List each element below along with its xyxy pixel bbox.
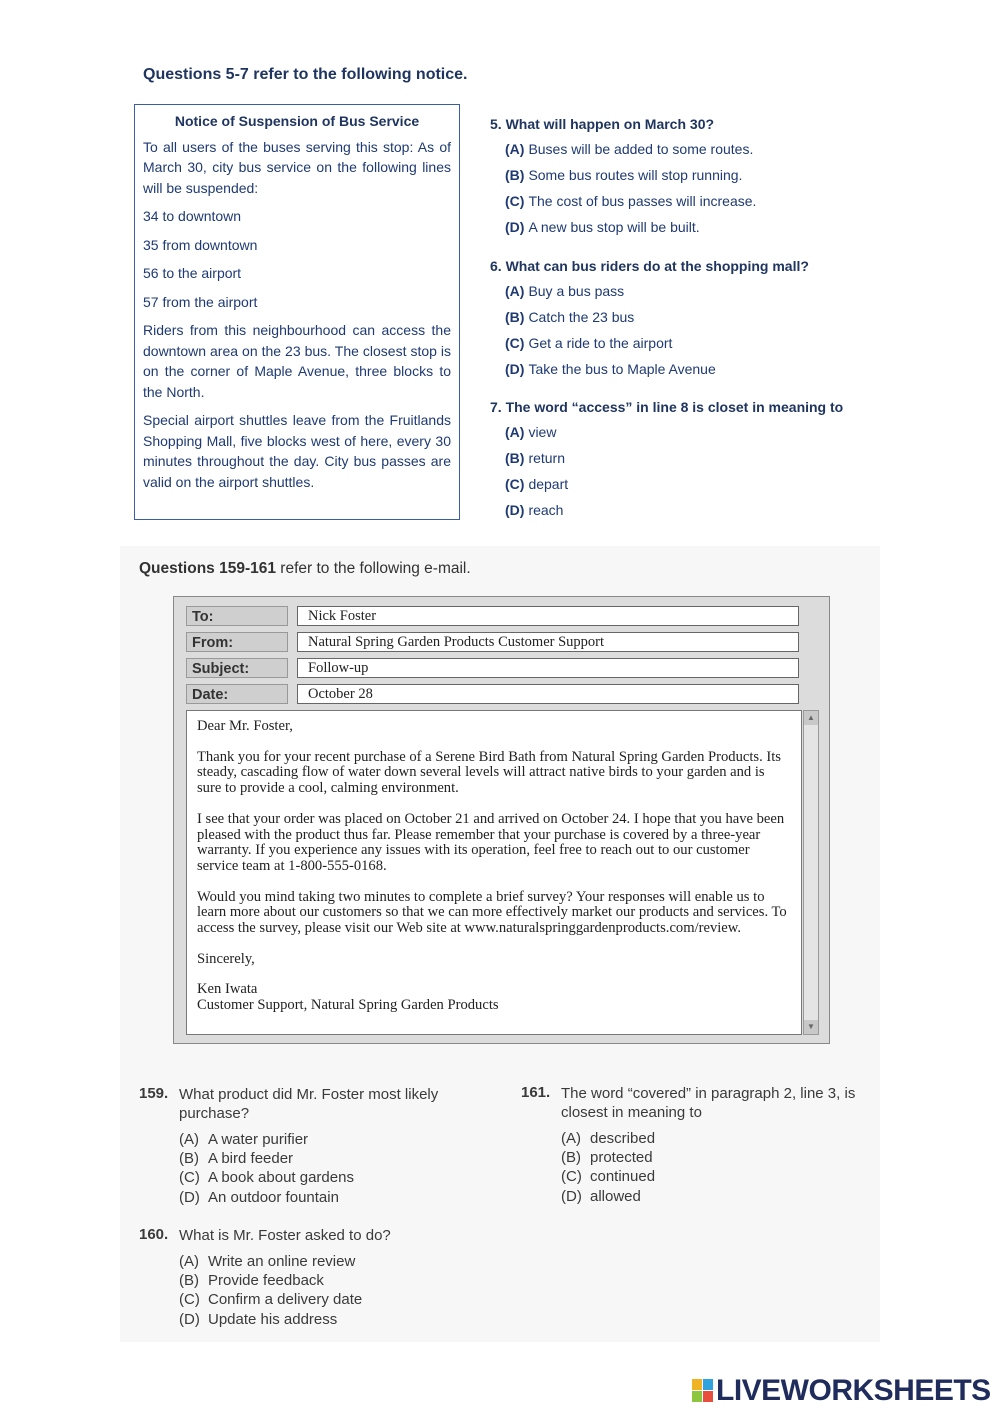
- notice-questions-heading: Questions 5-7 refer to the following notice.: [143, 66, 468, 83]
- email-paragraph-3: Would you mind taking two minutes to complete a brief survey? Your responses will enable us to learn more about our customers so that we can more effectively market our products and services. To access the survey, please visit our Web site at www.naturalspringgardenproducts.com/review.: [197, 888, 787, 937]
- liveworksheets-logo-icon: [692, 1379, 714, 1403]
- answer-option[interactable]: (D) allowed: [561, 1187, 641, 1205]
- email-scrollbar[interactable]: [803, 710, 819, 1035]
- answer-option[interactable]: (B) Provide feedback: [179, 1272, 324, 1290]
- answer-option[interactable]: (A) Buy a bus pass: [505, 283, 625, 299]
- email-paragraph-2: I see that your order was placed on October 21 and arrived on October 24. I hope that you have been pleased with the product thus far. Please remember that your purchase is covered by a three-year warranty. If you experience any issues with its operation, feel free to reach out to our customer service team at 1-800-555-0168.: [197, 810, 785, 874]
- question-number: 160.: [139, 1226, 169, 1243]
- question-text: What is Mr. Foster asked to do?: [179, 1227, 391, 1244]
- notice-intro: To all users of the buses serving this stop: As of March 30, city bus service on the following lines will be suspended:: [143, 138, 451, 196]
- from-field: Natural Spring Garden Products Customer Support: [297, 632, 799, 652]
- scroll-up-arrow-icon[interactable]: ▲: [804, 711, 818, 725]
- question-159: [139, 1085, 469, 1207]
- subject-field: Follow-up: [297, 658, 799, 678]
- answer-option[interactable]: (B) Catch the 23 bus: [505, 309, 635, 325]
- notice-paragraph-riders: Riders from this neighbourhood can access the downtown area on the 23 bus. The closest stop is on the corner of Maple Avenue, three blocks to the North.: [143, 322, 451, 400]
- answer-option[interactable]: (A) A water purifier: [179, 1131, 309, 1148]
- from-label: From:: [186, 632, 288, 652]
- email-questions-heading: Questions 159-161 refer to the following e-mail.: [139, 560, 471, 577]
- email-body: [186, 710, 802, 1035]
- notice-title: Notice of Suspension of Bus Service: [174, 113, 420, 129]
- question-number: 161.: [521, 1084, 551, 1101]
- question-text: 6. What can bus riders do at the shopping mall?: [490, 258, 809, 274]
- answer-option[interactable]: (A) view: [505, 424, 557, 440]
- date-field: October 28: [297, 684, 799, 704]
- notice-line-item: 35 from downtown: [143, 236, 258, 253]
- question-161: [521, 1084, 866, 1206]
- answer-option[interactable]: (B) return: [505, 450, 566, 466]
- scroll-down-arrow-icon[interactable]: ▼: [804, 1020, 818, 1034]
- answer-option[interactable]: (D) An outdoor fountain: [179, 1188, 339, 1206]
- answer-option[interactable]: (C) Get a ride to the airport: [505, 335, 673, 351]
- email-closing: Sincerely,: [197, 950, 255, 967]
- notice-line-item: 34 to downtown: [143, 208, 242, 224]
- email-paragraph-1: Thank you for your recent purchase of a Serene Bird Bath from Natural Spring Garden Products. Its steady, cascading flow of water down several levels will attract native birds to your garden and is sure to provide a cool, calming environment.: [197, 748, 781, 797]
- liveworksheets-logo-text: LIVEWORKSHEETS: [716, 1374, 991, 1407]
- answer-option[interactable]: (D) A new bus stop will be built.: [505, 219, 700, 235]
- question-5: [490, 116, 910, 244]
- question-160: [139, 1226, 469, 1329]
- answer-option[interactable]: (C) depart: [505, 476, 569, 492]
- notice-box: [134, 104, 460, 520]
- answer-option[interactable]: (A) Buses will be added to some routes.: [505, 141, 754, 157]
- notice-paragraph-shuttles: Special airport shuttles leave from the Fruitlands Shopping Mall, five blocks west of here, every 30 minutes throughout the day. City bus passes are valid on the airport shuttles.: [143, 412, 451, 490]
- answer-option[interactable]: (D) Take the bus to Maple Avenue: [505, 361, 716, 377]
- question-7: [490, 399, 910, 527]
- email-greeting: Dear Mr. Foster,: [197, 718, 293, 734]
- answer-option[interactable]: (C) continued: [561, 1168, 656, 1186]
- answer-option[interactable]: (A) Write an online review: [179, 1253, 356, 1270]
- question-text: 5. What will happen on March 30?: [490, 116, 715, 132]
- answer-option[interactable]: (C) A book about gardens: [179, 1169, 354, 1187]
- question-text: What product did Mr. Foster most likely purchase?: [179, 1086, 439, 1122]
- question-number: 159.: [139, 1085, 169, 1102]
- email-signature-title: Customer Support, Natural Spring Garden Products: [197, 997, 499, 1014]
- answer-option[interactable]: (C) The cost of bus passes will increase.: [505, 193, 757, 209]
- answer-option[interactable]: (D) Update his address: [179, 1310, 338, 1328]
- date-label: Date:: [186, 684, 288, 704]
- question-6: [490, 258, 910, 386]
- subject-label: Subject:: [186, 658, 288, 678]
- answer-option[interactable]: (B) Some bus routes will stop running.: [505, 167, 743, 183]
- answer-option[interactable]: (A) described: [561, 1130, 656, 1147]
- question-text: 7. The word “access” in line 8 is closet in meaning to: [490, 399, 844, 415]
- to-field: Nick Foster: [297, 606, 799, 626]
- question-text: The word “covered” in paragraph 2, line 3, is closest in meaning to: [561, 1085, 856, 1121]
- notice-line-item: 57 from the airport: [143, 293, 258, 310]
- email-signature-name: Ken Iwata: [197, 981, 258, 998]
- answer-option[interactable]: (B) A bird feeder: [179, 1150, 294, 1168]
- answer-option[interactable]: (D) reach: [505, 502, 564, 518]
- liveworksheets-logo: [692, 1374, 991, 1408]
- answer-option[interactable]: (C) Confirm a delivery date: [179, 1291, 363, 1309]
- answer-option[interactable]: (B) protected: [561, 1149, 653, 1167]
- to-label: To:: [186, 606, 288, 626]
- notice-line-item: 56 to the airport: [143, 265, 242, 281]
